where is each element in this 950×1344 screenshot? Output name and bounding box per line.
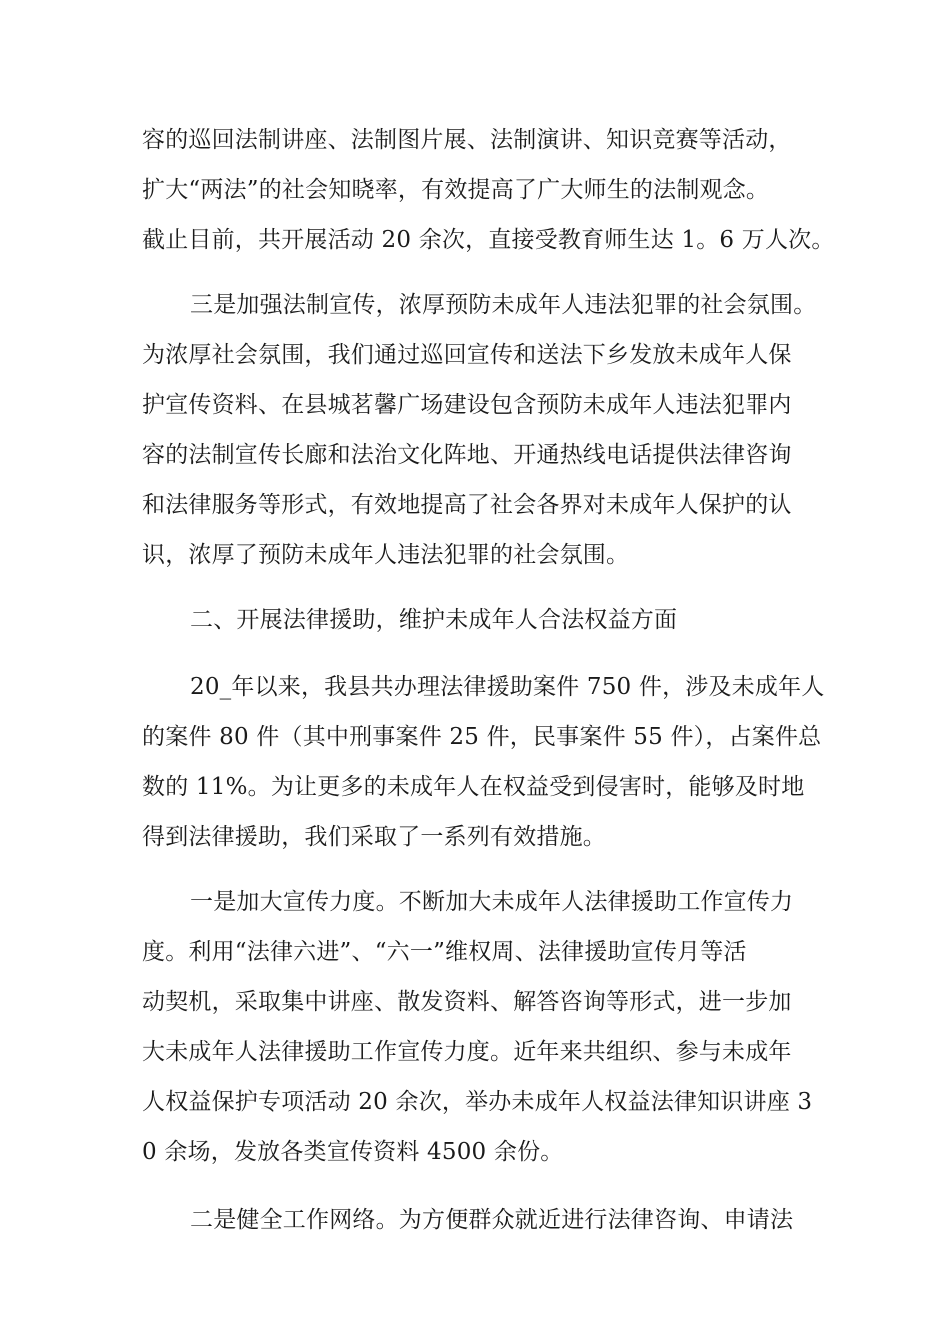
text-line: 得到法律援助，我们采取了一系列有效措施。 [142,824,606,850]
text-line: 容的巡回法制讲座、法制图片展、法制演讲、知识竞赛等活动， [142,127,792,153]
text-line: 容的法制宣传长廊和法治文化阵地、开通热线电话提供法律咨询 [142,442,792,468]
section-heading: 二、开展法律援助，维护未成年人合法权益方面 [190,607,678,633]
text-line: 截止目前，共开展活动 20 余次，直接受教育师生达 1。6 万人次。 [142,227,835,253]
text-line: 数的 11%。为让更多的未成年人在权益受到侵害时，能够及时地 [142,774,805,800]
text-line: 0 余场，发放各类宣传资料 4500 余份。 [142,1139,564,1165]
text-line: 护宣传资料、在县城茗馨广场建设包含预防未成年人违法犯罪内 [142,392,792,418]
text-line: 度。利用“法律六进”、“六一”维权周、法律援助宣传月等活 [142,939,747,965]
paragraph-first-line: 三是加强法制宣传，浓厚预防未成年人违法犯罪的社会氛围。 [190,292,817,318]
text-line: 为浓厚社会氛围，我们通过巡回宣传和送法下乡发放未成年人保 [142,342,792,368]
text-line: 和法律服务等形式，有效地提高了社会各界对未成年人保护的认 [142,492,792,518]
text-line: 动契机，采取集中讲座、散发资料、解答咨询等形式，进一步加 [142,989,792,1015]
paragraph-first-line: 20_年以来，我县共办理法律援助案件 750 件，涉及未成年人 [190,674,825,700]
paragraph-first-line: 一是加大宣传力度。不断加大未成年人法律援助工作宣传力 [190,889,794,915]
text-line: 扩大“两法”的社会知晓率，有效提高了广大师生的法制观念。 [142,177,770,203]
text-line: 的案件 80 件（其中刑事案件 25 件，民事案件 55 件），占案件总 [142,724,822,750]
text-line: 大未成年人法律援助工作宣传力度。近年来共组织、参与未成年 [142,1039,792,1065]
text-line: 人权益保护专项活动 20 余次，举办未成年人权益法律知识讲座 3 [142,1089,813,1115]
text-line: 识，浓厚了预防未成年人违法犯罪的社会氛围。 [142,542,630,568]
paragraph-first-line: 二是健全工作网络。为方便群众就近进行法律咨询、申请法 [190,1207,794,1233]
